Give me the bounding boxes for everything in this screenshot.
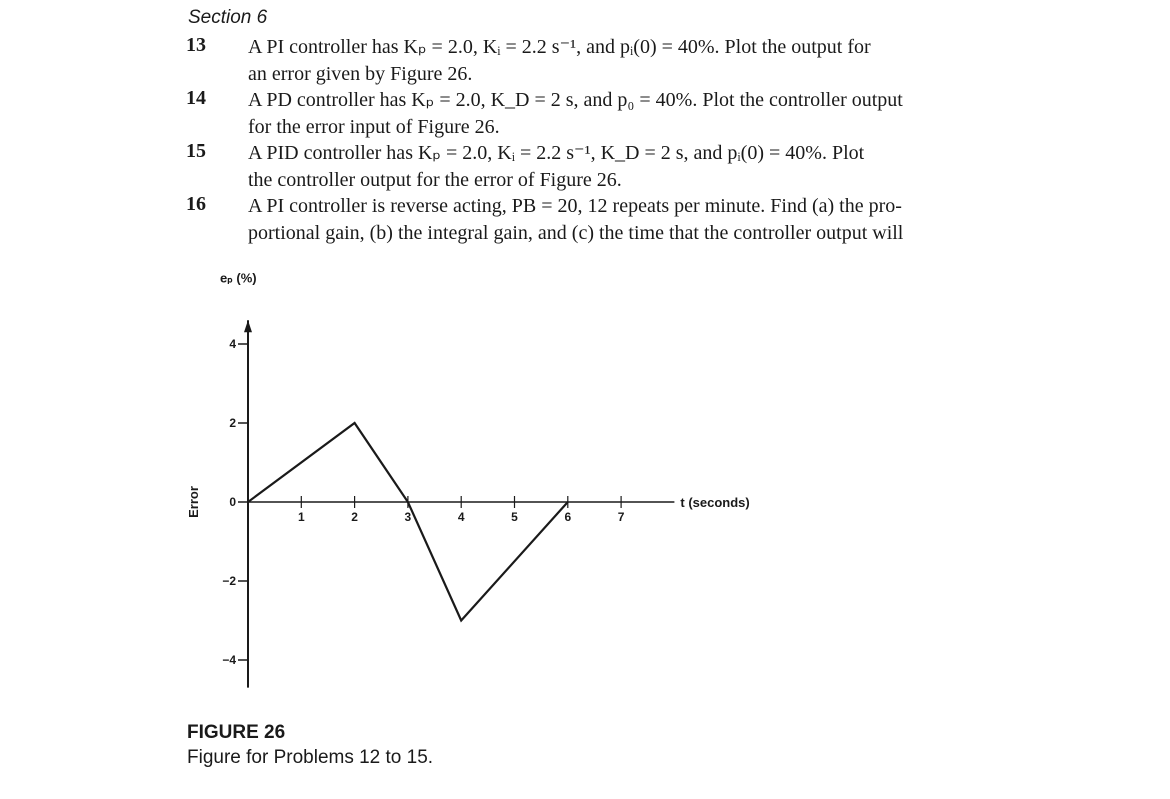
x-tick-label: 1 — [297, 510, 305, 524]
x-tick-label: 2 — [351, 510, 358, 524]
problem-line: A PI controller has Kₚ = 2.0, Kᵢ = 2.2 s⁻¹, and pᵢ(0) = 40%. Plot the output for — [248, 36, 871, 58]
y-axis-label: eₚ (%) — [220, 270, 257, 286]
y-tick-label: −4 — [222, 653, 236, 667]
problem-number: 14 — [186, 87, 206, 109]
x-tick-label: 3 — [404, 510, 412, 524]
problem-line: A PI controller is reverse acting, PB = 20, 12 repeats per minute. Find (a) the pro- — [248, 195, 902, 217]
problem-line: an error given by Figure 26. — [248, 62, 473, 85]
y-tick-label: −2 — [222, 574, 236, 588]
x-tick-label: 7 — [617, 510, 625, 524]
x-tick-label: 4 — [457, 510, 465, 524]
problem-line: A PID controller has Kₚ = 2.0, Kᵢ = 2.2 s⁻¹, K_D = 2 s, and pᵢ(0) = 40%. Plot — [248, 142, 865, 164]
problem-number: 13 — [186, 34, 206, 56]
x-axis-label: t (seconds) — [680, 495, 750, 510]
y-tick-label: 2 — [229, 416, 236, 430]
problem-number: 15 — [186, 140, 206, 162]
figure-label: FIGURE 26 — [187, 722, 286, 743]
problem-number: 16 — [186, 193, 206, 215]
side-label: Error — [186, 486, 201, 518]
y-axis-arrow — [244, 320, 252, 332]
y-tick-label: 4 — [229, 337, 236, 351]
x-tick-label: 6 — [564, 510, 572, 524]
section-title: Section 6 — [188, 7, 268, 28]
x-tick-label: 5 — [511, 510, 518, 524]
problem-line: the controller output for the error of Figure 26. — [248, 168, 622, 191]
problem-line: portional gain, (b) the integral gain, and (c) the time that the controller output will — [248, 221, 904, 244]
figure-caption: Figure for Problems 12 to 15. — [187, 747, 434, 768]
problem-line: A PD controller has Kₚ = 2.0, K_D = 2 s, and p₀ = 40%. Plot the controller output — [248, 89, 903, 111]
y-tick-label: 0 — [229, 495, 236, 509]
problem-line: for the error input of Figure 26. — [248, 115, 500, 138]
